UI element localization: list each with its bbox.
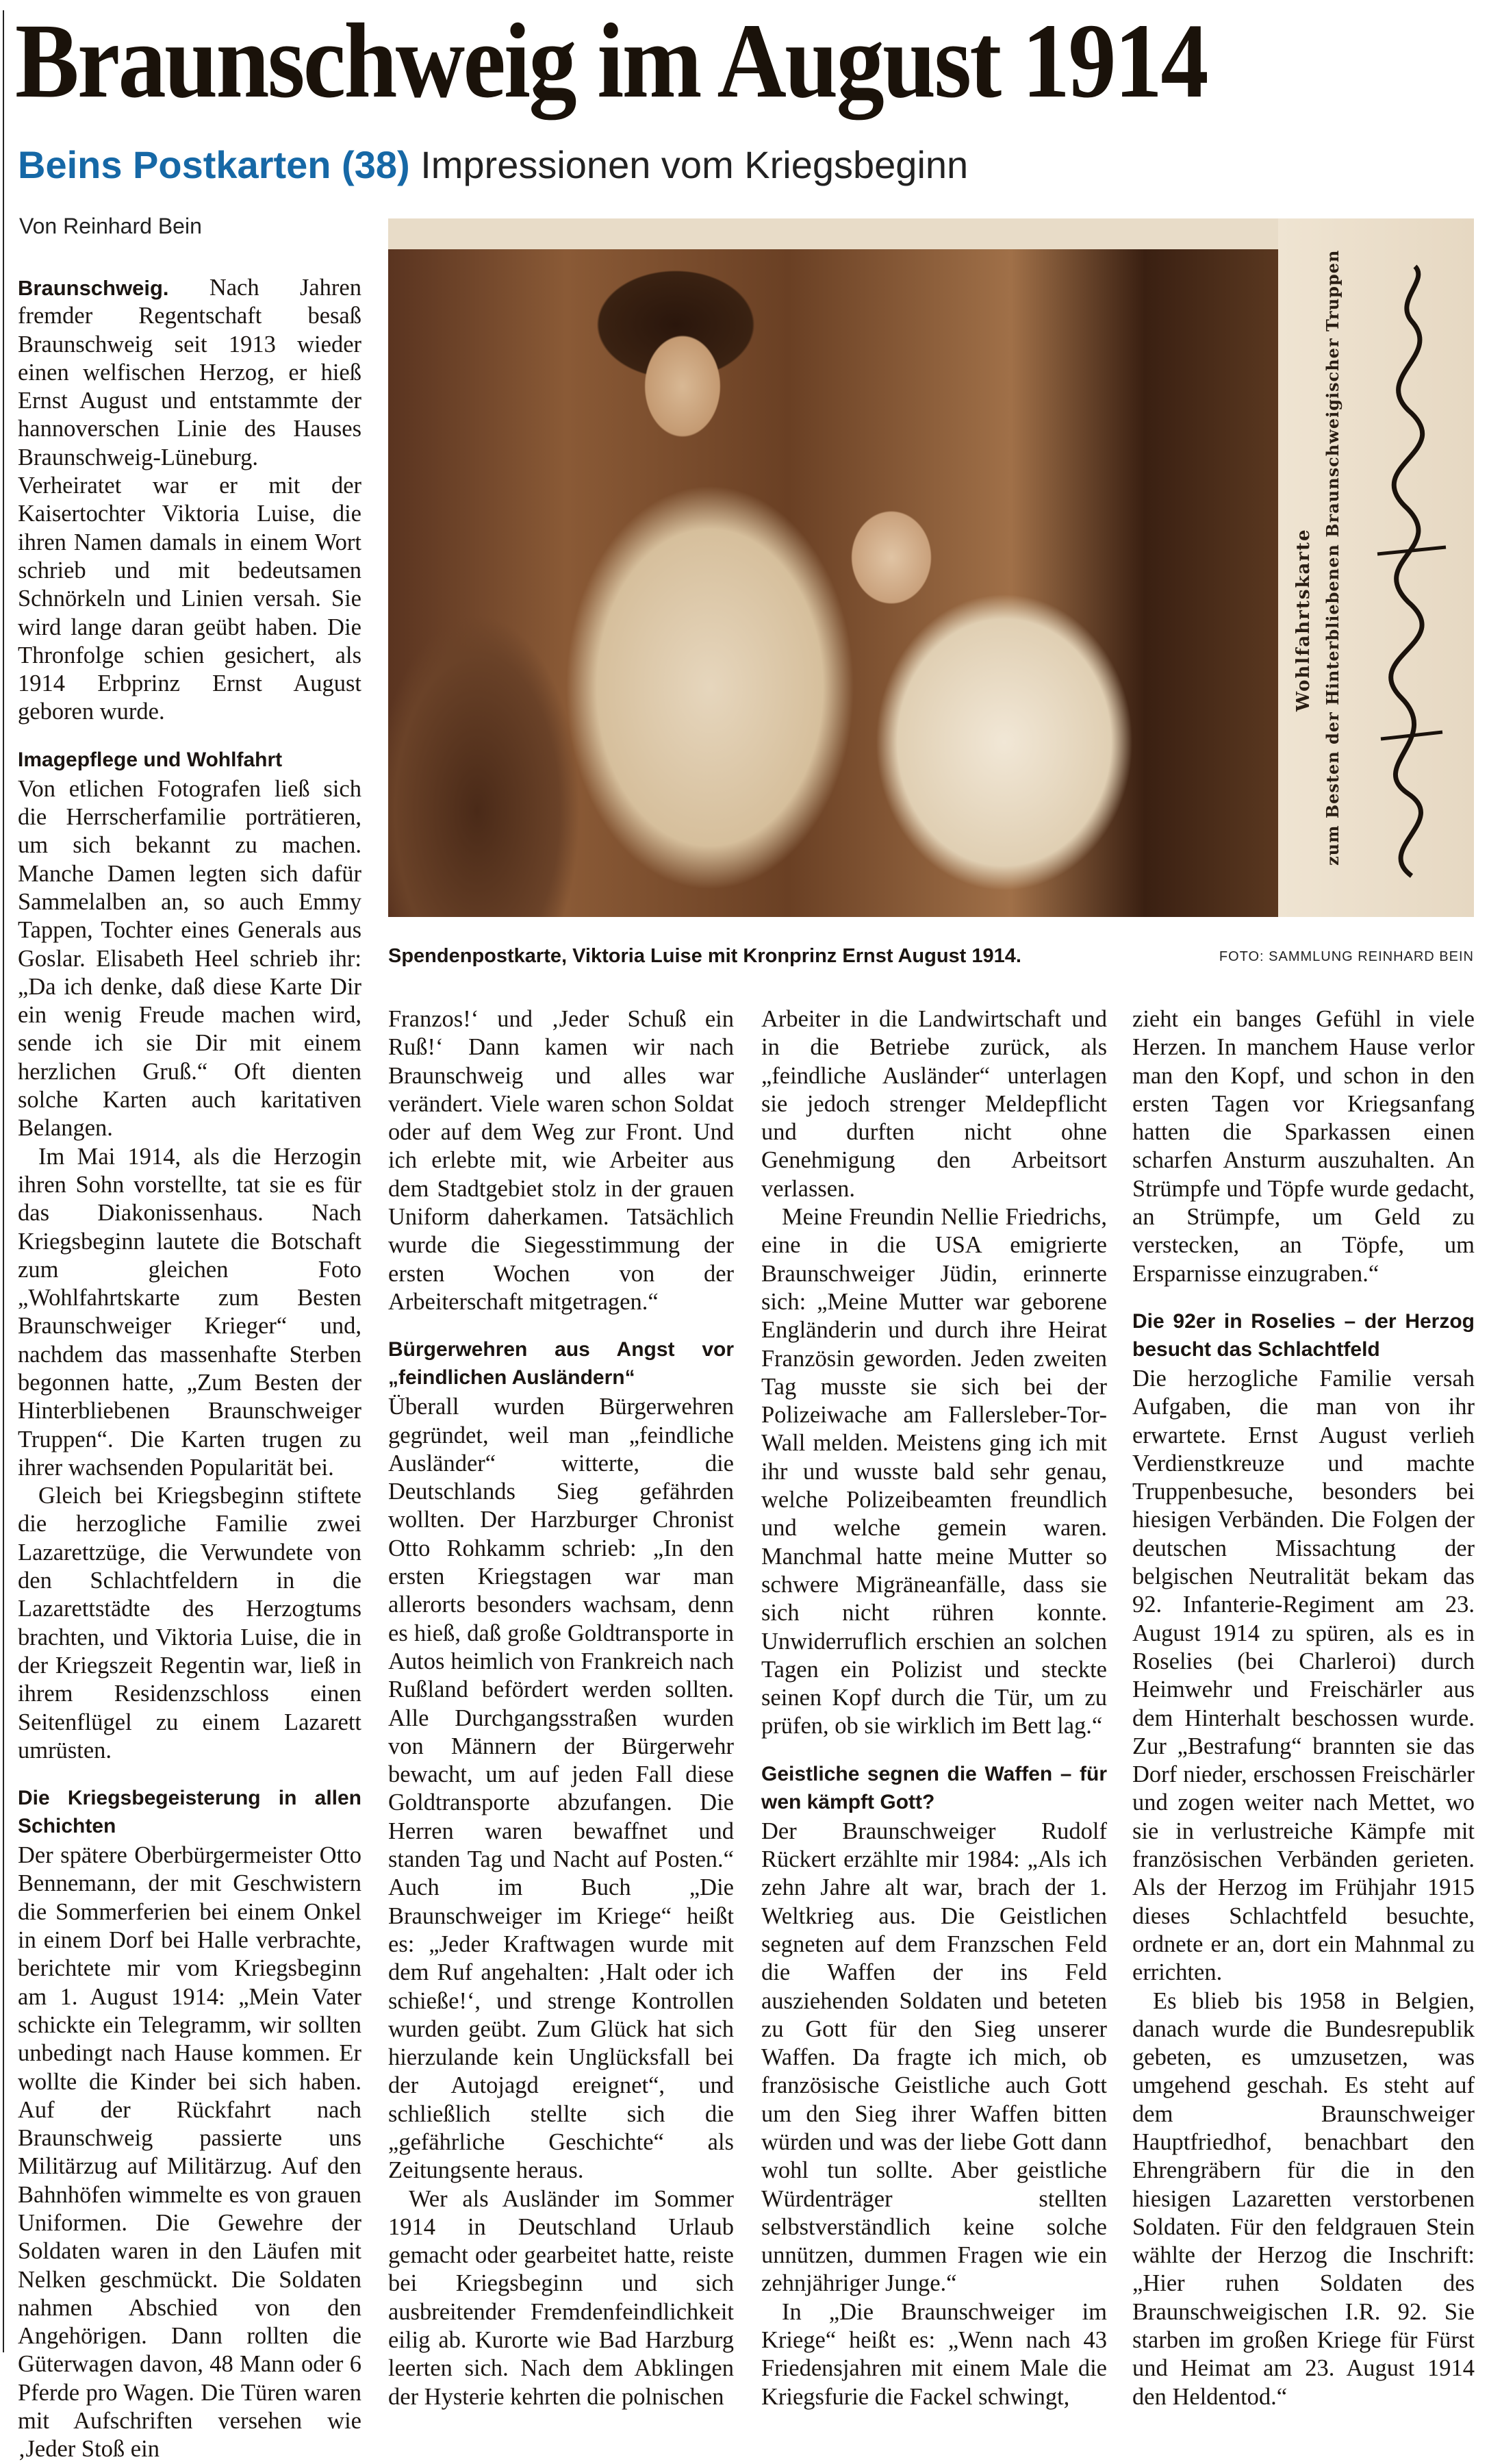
section-heading: Geistliche segnen die Waffen – für wen kämpft Gott?	[761, 1762, 1107, 1813]
dateline: Braunschweig.	[18, 276, 169, 300]
paragraph: Überall wurden Bürgerwehren gegründet, weil man „feindliche Ausländer“ witterte, die Deutschlands Sieg gefährden wollten. Der Harzburger Chronist Otto Rohkamm schrieb: „In den ersten Kriegstagen war man allerorts besonders wachsam, denn es hieß, daß große Goldtransporte in Autos heimlich von Frankreich nach Rußland befördert werden sollten. Alle Durchgangsstraßen wurden von Männern der Bürgerwehr bewacht, um auf jeden Fall diese Goldtransporte abzufangen. Die Herren waren bewaffnet und standen Tag und Nacht auf Posten.“ Auch im Buch „Die Braunschweiger im Kriege“ heißt es: „Jeder Kraftwagen wurde mit dem Ruf angehalten: ‚Halt oder ich schieße!‘, und strenge Kontrollen wurden geübt. Zum Glück hat sich hierzulande kein Unglücksfall bei der Autojagd ereignet“, und schließlich stellte sich die „gefährliche Geschichte“ als Zeitungsente heraus.	[388, 1394, 734, 2184]
paragraph: Die herzogliche Familie versah Aufgaben, die man von ihr erwartete. Ernst August verlieh Verdienstkreuze und machte Truppenbesuche, besonders bei hiesigen Verbänden. Die Folgen der deutschen Missachtung der belgischen Neutralität bekam das 92. Infanterie-Regiment am 23. August 1914 zu spüren, als es in Roselies (bei Charleroi) durch Heimwehr und Freischärler aus dem Hinterhalt beschossen wurde. Zur „Bestrafung“ brannten sie das Dorf nieder, erschossen Freischärler und zogen weiter nach Mettet, wo sie in verlustreiche Kämpfe mit französischen Verbänden gerieten. Als der Herzog im Frühjahr 1915 dieses Schlachtfeld besuchte, ordnete er an, dort ein Mahnmal zu errichten.	[1132, 1365, 1475, 1986]
series-kicker: Beins Postkarten (38)	[18, 143, 410, 186]
byline: Von Reinhard Bein	[19, 214, 202, 238]
article-column-1	[18, 274, 361, 2463]
headline: Braunschweig im August 1914	[15, 1, 1207, 120]
paragraph: Der spätere Oberbürgermeister Otto Bennemann, der mit Geschwistern die Sommerferien bei einem Onkel in einem Dorf bei Halle verbrachte, berichtete mir vom Kriegsbeginn am 1. August 1914: „Mein Vater schickte ein Telegramm, wir sollten unbedingt nach Hause kommen. Er wollte die Kinder bei sich haben. Auf der Rückfahrt nach Braunschweig passierte uns Militärzug auf Militärzug. Auf den Bahnhöfen wimmelte es von grauen Uniformen. Die Gewehre der Soldaten waren in den Läufen mit Nelken geschmückt. Die Soldaten nahmen Abschied von den Angehörigen. Dann rollten die Güterwagen davon, 48 Mann oder 6 Pferde pro Wagen. Die Türen waren mit Aufschriften versehen wie ‚Jeder Stoß ein	[18, 1842, 361, 2463]
paragraph: Im Mai 1914, als die Herzogin ihren Sohn vorstellte, tat sie es für das Diakonissenhaus. Nach Kriegsbeginn lautete die Botschaft zum gleichen Foto „Wohlfahrtskarte zum Besten Braunschweiger Krieger“ und, nachdem das massenhafte Sterben begonnen hatte, „Zum Besten der Hinterbliebenen Braunschweiger Truppen“. Die Karten trugen zu ihrer wachsenden Popularität bei.	[18, 1143, 361, 1481]
article-column-3	[761, 1005, 1107, 2410]
section-heading: Die 92er in Roselies – der Herzog besucht das Schlachtfeld	[1132, 1309, 1475, 1361]
paragraph: Es blieb bis 1958 in Belgien, danach wurde die Bundesrepublik gebeten, es umzusetzen, was umgehend geschah. Es steht auf dem Braunschweiger Hauptfriedhof, benachbart den Ehrengräbern für die in den hiesigen Lazaretten verstorbenen Soldaten. Für den feldgrauen Stein wählte der Herzog die Inschrift: „Hier ruhen Soldaten des Braunschweigischen I.R. 92. Sie starben im großen Kriege für Fürst und Heimat am 23. August 1914 den Heldentod.“	[1132, 1987, 1475, 2410]
photo-caption: Spendenpostkarte, Viktoria Luise mit Kronprinz Ernst August 1914.	[388, 945, 1021, 967]
paragraph: zieht ein banges Gefühl in viele Herzen. In manchem Hause verlor man den Kopf, und schon in den ersten Tagen vor Kriegsanfang hatten die Sparkassen einen scharfen Ansturm auszuhalten. An Strümpfe und Töpfe wurde gedacht, an Strümpfe, um Geld zu verstecken, an Töpfe, um Ersparnisse einzugraben.“	[1132, 1006, 1475, 1287]
portrait-image	[388, 249, 1278, 917]
postcard-title: Wohlfahrtskarte	[1293, 528, 1314, 712]
paragraph: Von etlichen Fotografen ließ sich die Herrscherfamilie porträtieren, um sich bekannt zu machen. Manche Damen legten sich dafür Sammelalben an, so auch Emmy Tappen, Tochter eines Generals aus Goslar. Elisabeth Heel schrieb ihr: „Da ich denke, daß diese Karte Dir ein wenig Freude machen wird, sende ich sie Dir mit einem herzlichen Gruß.“ Oft dienten solche Karten auch karitativen Belangen.	[18, 775, 361, 1142]
article-column-4	[1132, 1005, 1475, 2410]
section-heading: Bürgerwehren aus Angst vor „feindlichen Ausländern“	[388, 1338, 734, 1390]
subtitle-text: Impressionen vom Kriegsbeginn	[420, 143, 969, 186]
paragraph: Franzos!‘ und ‚Jeder Schuß ein Ruß!‘ Dann kamen wir nach Braunschweig und alles war verändert. Viele waren schon Soldat oder auf dem Weg zur Front. Und ich erlebte mit, wie Arbeiter aus dem Stadtgebiet stolz in der grauen Uniform daherkamen. Tatsächlich wurde die Siegesstimmung der ersten Wochen von der Arbeiterschaft mitgetragen.“	[388, 1006, 734, 1315]
column-rule	[3, 10, 4, 2352]
article-column-2	[388, 1005, 734, 2410]
paragraph: Gleich bei Kriegsbeginn stiftete die herzogliche Familie zwei Lazarettzüge, die Verwundete von den Schlachtfeldern in die Lazarettstädte des Herzogtums brachten, und Viktoria Luise, die in der Kriegszeit Regentin war, ließ in ihrem Residenzschloss einen Seitenflügel zu einem Lazarett umrüsten.	[18, 1483, 361, 1763]
photo-credit: FOTO: SAMMLUNG REINHARD BEIN	[1219, 949, 1474, 964]
section-heading: Imagepflege und Wohlfahrt	[18, 748, 283, 771]
signature-icon	[1360, 260, 1463, 890]
subtitle	[18, 141, 968, 189]
paragraph-text: Nach Jahren fremder Regentschaft besaß Braunschweig seit 1913 wieder einen welfischen Herzog, er hieß Ernst August und entstammte der hannoverschen Linie des Hauses Braunschweig-Lüneburg. Verheiratet war er mit der Kaisertochter Viktoria Luise, die ihren Namen damals in einem Wort schrieb und mit bedeutsamen Schnörkeln und Linien versah. Sie wird lange daran geübt haben. Die Thronfolge schien gesichert, als 1914 Erbprinz Ernst August geboren wurde.	[18, 275, 361, 725]
postcard-subtitle: zum Besten der Hinterbliebenen Braunschweigischer Truppen	[1323, 249, 1342, 866]
paragraph: Arbeiter in die Landwirtschaft und in die Betriebe zurück, als „feindliche Ausländer“ unterlagen sie jedoch strenger Meldepflicht und durften nicht ohne Genehmigung den Arbeitsort verlassen.	[761, 1006, 1107, 1202]
paragraph: Wer als Ausländer im Sommer 1914 in Deutschland Urlaub gemacht oder gearbeitet hatte, reiste bei Kriegsbeginn und sich ausbreitender Fremdenfeindlichkeit eilig ab. Kurorte wie Bad Harzburg leerten sich. Nach dem Abklingen der Hysterie kehrten die polnischen	[388, 2185, 734, 2410]
section-heading: Die Kriegsbegeisterung in allen Schichten	[18, 1787, 361, 1838]
paragraph	[18, 274, 361, 727]
postcard-photo	[388, 218, 1474, 917]
paragraph: In „Die Braunschweiger im Kriege“ heißt es: „Wenn nach 43 Friedensjahren mit einem Male die Kriegsfurie die Fackel schwingt,	[761, 2298, 1107, 2410]
paragraph: Meine Freundin Nellie Friedrichs, eine in die USA emigrierte Braunschweiger Jüdin, erinnerte sich: „Meine Mutter war geborene Engländerin und durch ihre Heirat Französin geworden. Jeden zweiten Tag musste sie sich bei der Polizeiwache am Fallersleber-Tor-Wall melden. Meistens ging ich mit ihr und wusste bald sehr genau, welche Polizeibeamten freundlich und welche gemein waren. Manchmal hatte meine Mutter so schwere Migräneanfälle, dass sie sich nicht rühren konnte. Unwiderruflich erschien an solchen Tagen ein Polizist und steckte seinen Kopf durch die Tür, um zu prüfen, ob sie wirklich im Bett lag.“	[761, 1204, 1107, 1739]
paragraph: Der Braunschweiger Rudolf Rückert erzählte mir 1984: „Als ich zehn Jahre alt war, brach der 1. Weltkrieg aus. Die Geistlichen segneten auf dem Franzschen Feld die Waffen der ins Feld ausziehenden Soldaten und beteten zu Gott für den Sieg unserer Waffen. Da fragte ich mich, ob französische Geistliche auch Gott um den Sieg ihrer Waffen bitten würden und was der liebe Gott dann wohl tun sollte. Aber geistliche Würdenträger stellten selbstverständlich keine solche unnützen, dummen Fragen wie ein zehnjähriger Junge.“	[761, 1818, 1107, 2297]
